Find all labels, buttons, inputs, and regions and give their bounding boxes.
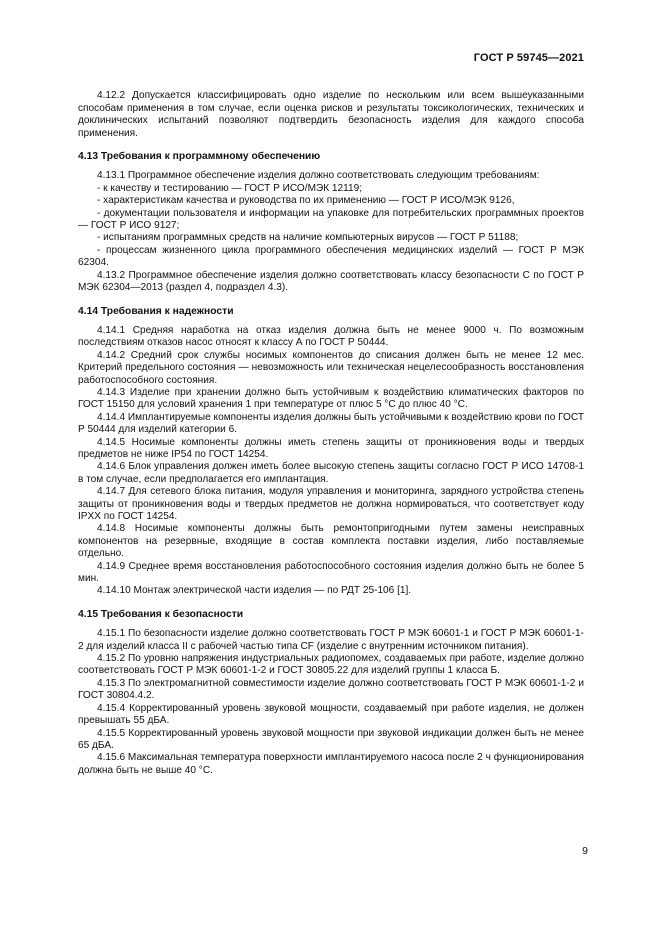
section-heading: 4.14 Требования к надежности <box>78 305 234 317</box>
section <box>78 306 584 598</box>
section-paragraph: 4.14.8 Носимые компоненты должны быть ремонтопригодными путем замены неисправных компонентов на резервные, входящие в состав комплекта поставки изделия, либо поставляемые отдельно. <box>78 523 584 560</box>
document-page <box>78 52 584 777</box>
section-paragraph: 4.15.3 По электромагнитной совместимости изделие должно соответствовать ГОСТ Р МЭК 60601-1-2 и ГОСТ 30804.4.2. <box>78 677 584 702</box>
section-paragraph: 4.15.1 По безопасности изделие должно соответствовать ГОСТ Р МЭК 60601-1 и ГОСТ Р МЭК 60601-1-2 для изделий класса II с рабочей частью типа CF (изделие с внутренним источником питания). <box>78 628 584 652</box>
list-item: - процессам жизненного цикла программного обеспечения медицинских изделий — ГОСТ Р МЭК 62304. <box>78 244 584 269</box>
section-paragraph: 4.14.3 Изделие при хранении должно быть устойчивым к воздействию климатических факторов по ГОСТ 15150 для условий хранения 1 при температуре от плюс 5 °С до плюс 40 °С. <box>78 386 584 411</box>
document-id-header: ГОСТ Р 59745—2021 <box>473 52 584 64</box>
section-paragraph: 4.14.6 Блок управления должен иметь более высокую степень защиты согласно ГОСТ Р ИСО 14708-1 в том случае, если предполагается его имплантация. <box>78 461 584 485</box>
section-paragraph: 4.14.9 Среднее время восстановления работоспособного состояния изделия должно быть не более 5 мин. <box>78 560 584 585</box>
section-paragraph: 4.14.5 Носимые компоненты должны иметь степень защиты от проникновения воды и твердых предметов не ниже IP54 по ГОСТ 14254. <box>78 436 584 460</box>
page-number: 9 <box>582 845 588 857</box>
list-item: - к качеству и тестированию — ГОСТ Р ИСО/МЭК 12119; <box>97 182 363 194</box>
section-paragraph: 4.14.10 Монтаж электрической части изделия — по РДТ 25-106 [1]. <box>97 585 412 597</box>
section-paragraph: 4.13.1 Программное обеспечение изделия должно соответствовать следующим требованиям: <box>97 170 540 182</box>
intro-section <box>78 90 584 140</box>
list-item: - испытаниям программных средств на наличие компьютерных вирусов — ГОСТ Р 51188; <box>97 232 519 244</box>
section-paragraph: 4.15.5 Корректированный уровень звуковой мощности при звуковой индикации должен быть не менее 65 дБА. <box>78 727 584 751</box>
section-paragraph: 4.14.1 Средняя наработка на отказ изделия должна быть не менее 9000 ч. По возможным последствиям отказов насос относят к классу А по ГОСТ Р 50444. <box>78 324 584 349</box>
section-paragraph: 4.14.2 Средний срок службы носимых компонентов до списания должен быть не менее 12 мес. Критерий предельного состояния — невозможность или техническая нецелесообразность восстановления работоспособного состояния. <box>78 349 584 386</box>
section <box>78 609 584 777</box>
list-item: - характеристикам качества и руководства по их применению — ГОСТ Р ИСО/МЭК 9126, <box>97 195 515 207</box>
section-paragraph: 4.13.2 Программное обеспечение изделия должно соответствовать классу безопасности С по ГОСТ Р МЭК 62304—2013 (раздел 4, подраздел 4.3). <box>78 269 584 294</box>
section-paragraph: 4.14.4 Имплантируемые компоненты изделия должны быть устойчивыми к воздействию крови по ГОСТ Р 50444 для изделий категории 6. <box>78 411 584 436</box>
intro-paragraph: 4.12.2 Допускается классифицировать одно изделие по нескольким или всем вышеуказанными способам применения в том случае, если оценка рисков и результаты токсикологических, технических и доклинических испытаний позволяют подтвердить безопасность изделия для каждого способа применения. <box>78 90 584 139</box>
list-item: - документации пользователя и информации на упаковке для потребительских программных проектов — ГОСТ Р ИСО 9127; <box>78 207 584 232</box>
section-paragraph: 4.15.4 Корректированный уровень звуковой мощности, создаваемый при работе изделия, не должен превышать 55 дБА. <box>78 702 584 727</box>
section-heading: 4.15 Требования к безопасности <box>78 608 244 620</box>
section-heading: 4.13 Требования к программному обеспечению <box>78 151 321 163</box>
section <box>78 151 584 294</box>
sections-container <box>78 151 584 777</box>
section-paragraph: 4.15.2 По уровню напряжения индустриальных радиопомех, создаваемых при работе, изделие должно соответствовать ГОСТ Р МЭК 60601-1-2 и ГОСТ 30805.22 для изделий группы 1 класса Б. <box>78 653 584 677</box>
section-paragraph: 4.14.7 Для сетевого блока питания, модуля управления и мониторинга, зарядного устройства степень защиты от проникновения воды и твердых предметов не должна нормироваться, что соответствует коду IPXX по ГОСТ 14254. <box>78 486 584 522</box>
section-paragraph: 4.15.6 Максимальная температура поверхности имплантируемого насоса после 2 ч функционирования должна быть не выше 40 °С. <box>78 752 584 776</box>
